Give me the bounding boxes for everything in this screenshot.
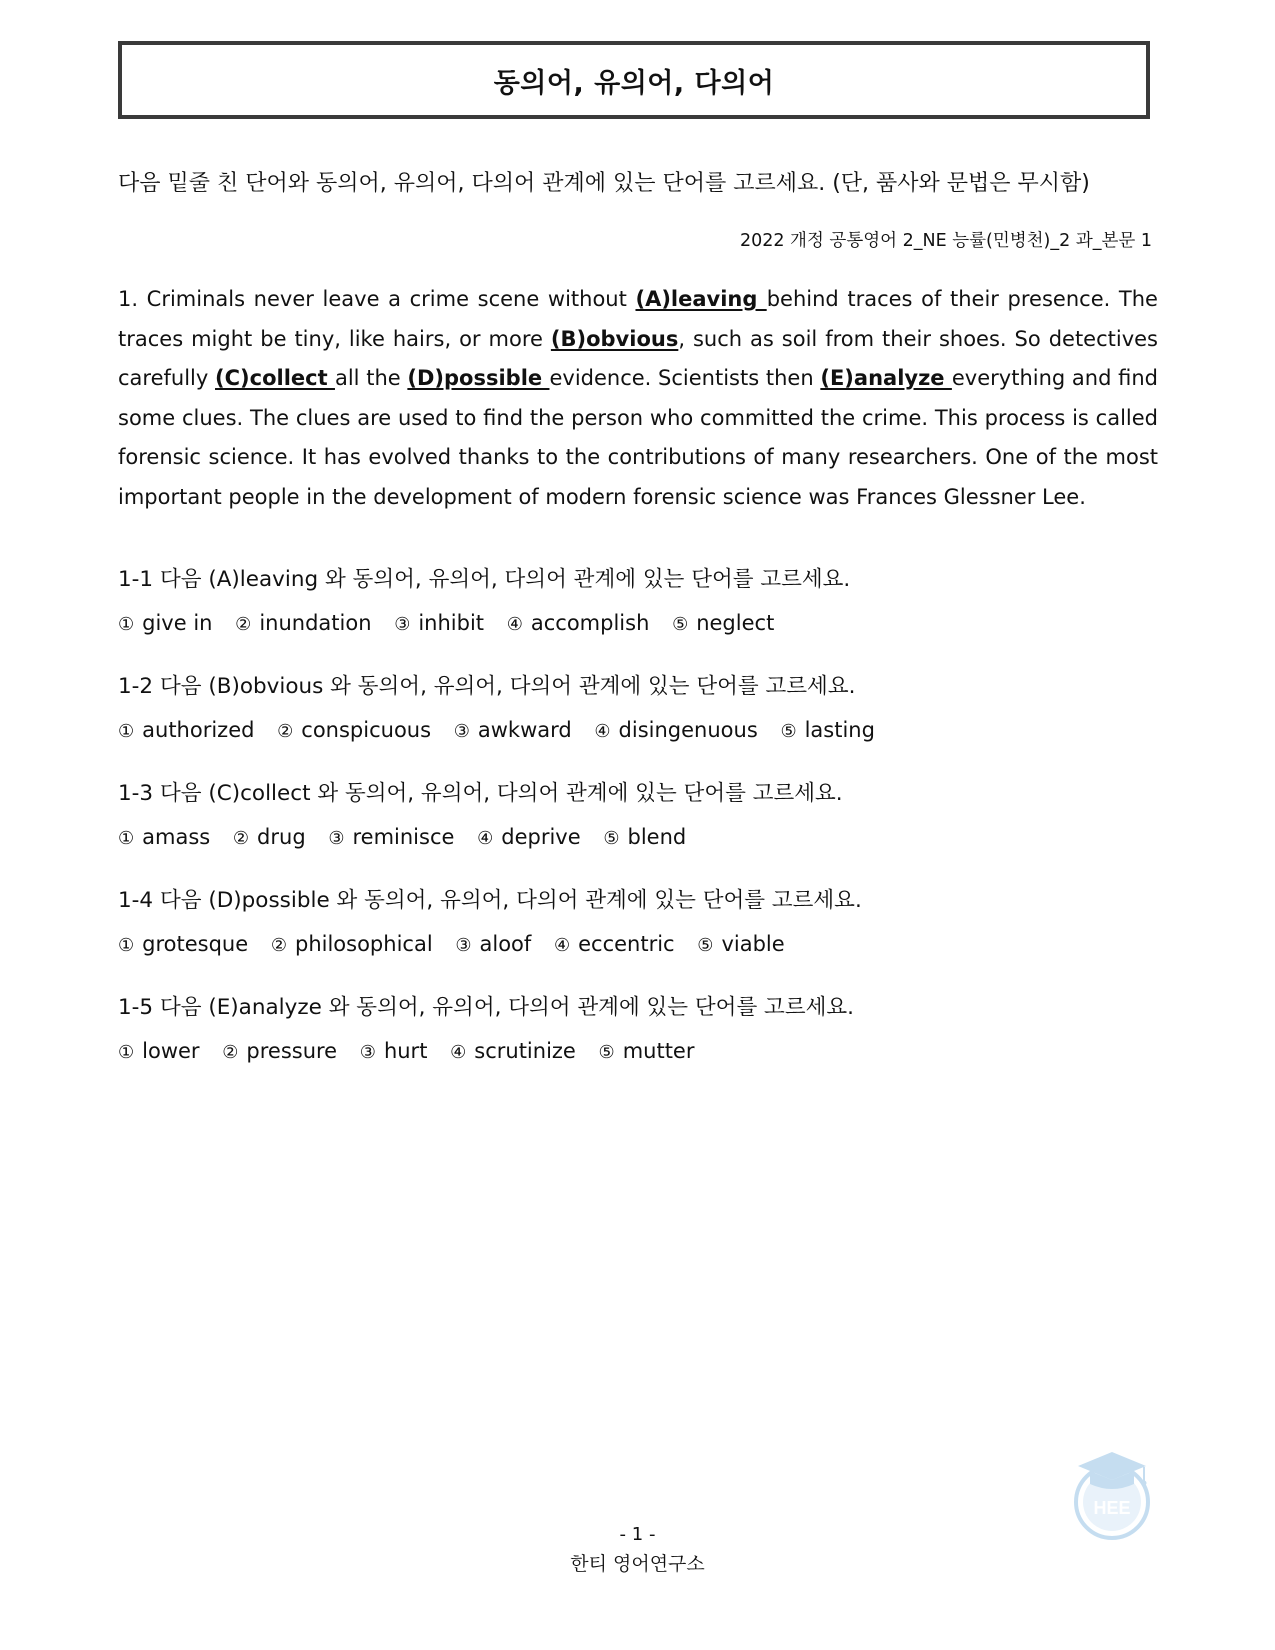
- option-text: amass: [142, 825, 211, 849]
- question-1-3: [118, 778, 1158, 855]
- option-text: blend: [627, 825, 687, 849]
- option-text: inhibit: [418, 611, 485, 635]
- option-text: eccentric: [578, 932, 675, 956]
- option-number: ⑤: [598, 1042, 615, 1063]
- option-number: ⑤: [780, 721, 797, 742]
- option-number: ③: [455, 935, 472, 956]
- option-text: philosophical: [294, 932, 433, 956]
- source-reference: 2022 개정 공통영어 2_NE 능률(민병천)_2 과_본문 1: [739, 231, 1152, 251]
- option-number: ②: [270, 935, 287, 956]
- logo: [1072, 1448, 1152, 1540]
- answer-option[interactable]: [599, 1035, 695, 1069]
- option-text: neglect: [696, 611, 775, 635]
- answer-option[interactable]: [394, 607, 484, 641]
- answer-options: [118, 928, 1158, 962]
- answer-option[interactable]: [235, 607, 371, 641]
- option-number: ⑤: [672, 614, 689, 635]
- option-number: ②: [235, 614, 252, 635]
- option-number: ④: [553, 935, 571, 956]
- answer-option[interactable]: [328, 821, 454, 855]
- page-number: - 1 -: [619, 1524, 656, 1545]
- option-text: deprive: [501, 825, 581, 849]
- answer-option[interactable]: [118, 607, 212, 641]
- option-number: ③: [328, 828, 345, 849]
- option-number: ③: [453, 721, 470, 742]
- answer-option[interactable]: [118, 928, 248, 962]
- option-text: lower: [142, 1039, 200, 1063]
- option-number: ②: [277, 721, 294, 742]
- option-number: ②: [232, 828, 250, 849]
- keyword-d: (D)possible: [407, 366, 550, 390]
- option-number: ④: [477, 828, 494, 849]
- answer-option[interactable]: [455, 928, 531, 962]
- answer-options: [118, 821, 1158, 855]
- option-number: ⑤: [697, 935, 714, 956]
- question-1-1: [118, 564, 1158, 641]
- keyword-a: (A)leaving: [635, 287, 767, 311]
- answer-option[interactable]: [222, 1035, 337, 1069]
- option-text: lasting: [804, 718, 875, 742]
- option-text: disingenuous: [618, 718, 758, 742]
- option-text: reminisce: [352, 825, 455, 849]
- option-text: conspicuous: [301, 718, 432, 742]
- option-text: grotesque: [142, 932, 249, 956]
- option-text: authorized: [142, 718, 255, 742]
- option-text: scrutinize: [474, 1039, 576, 1063]
- option-text: aloof: [479, 932, 532, 956]
- option-number: ④: [506, 614, 523, 635]
- logo-text: HEE: [1093, 1498, 1131, 1518]
- option-text: inundation: [259, 611, 372, 635]
- option-text: viable: [721, 932, 785, 956]
- answer-option[interactable]: [271, 928, 433, 962]
- answer-option[interactable]: [118, 1035, 200, 1069]
- question-stem: 1-2 다음 (B)obvious 와 동의어, 유의어, 다의어 관계에 있는 단어를 고르세요.: [118, 674, 856, 699]
- answer-options: [118, 607, 1158, 641]
- answer-option[interactable]: [477, 821, 581, 855]
- option-number: ④: [594, 721, 611, 742]
- answer-option[interactable]: [780, 714, 875, 748]
- answer-option[interactable]: [672, 607, 774, 641]
- passage-text: , such as soil from their shoes. So detectives carefully: [118, 326, 1158, 390]
- option-number: ②: [222, 1042, 239, 1063]
- answer-options: [118, 1035, 1158, 1069]
- option-text: awkward: [477, 718, 572, 742]
- answer-option[interactable]: [554, 928, 675, 962]
- option-text: give in: [142, 611, 213, 635]
- answer-option[interactable]: [233, 821, 306, 855]
- instruction-text: 다음 밑줄 친 단어와 동의어, 유의어, 다의어 관계에 있는 단어를 고르세요. (단, 품사와 문법은 무시함): [118, 171, 1090, 196]
- option-number: ①: [118, 935, 135, 956]
- answer-option[interactable]: [507, 607, 650, 641]
- answer-option[interactable]: [450, 1035, 576, 1069]
- keyword-e: (E)analyze: [820, 366, 952, 390]
- graduation-cap-icon: [1072, 1448, 1152, 1540]
- passage-text: evidence. Scientists then: [549, 366, 821, 390]
- option-number: ④: [450, 1042, 467, 1063]
- reading-passage: [118, 280, 1158, 517]
- passage-text: 1. Criminals never leave a crime scene without: [118, 287, 636, 311]
- option-text: drug: [257, 825, 306, 849]
- answer-option[interactable]: [277, 714, 431, 748]
- option-number: ③: [394, 614, 411, 635]
- organization-name: 한티 영어연구소: [570, 1553, 705, 1575]
- question-stem: 1-5 다음 (E)analyze 와 동의어, 유의어, 다의어 관계에 있는 단어를 고르세요.: [118, 995, 854, 1020]
- page-title: 동의어, 유의어, 다의어: [493, 67, 775, 99]
- question-1-4: [118, 885, 1158, 962]
- option-number: ①: [118, 1042, 135, 1063]
- keyword-c: (C)collect: [215, 366, 335, 390]
- option-number: ①: [118, 828, 135, 849]
- passage-text: behind traces of their presence. The traces might be tiny, like hairs, or more: [118, 287, 1158, 351]
- passage-text: all the: [334, 366, 408, 390]
- option-number: ⑤: [603, 828, 620, 849]
- answer-option[interactable]: [118, 821, 210, 855]
- answer-option[interactable]: [360, 1035, 428, 1069]
- answer-options: [118, 714, 1158, 748]
- question-stem: 1-3 다음 (C)collect 와 동의어, 유의어, 다의어 관계에 있는 단어를 고르세요.: [118, 781, 843, 806]
- answer-option[interactable]: [603, 821, 686, 855]
- answer-option[interactable]: [118, 714, 254, 748]
- question-stem: 1-1 다음 (A)leaving 와 동의어, 유의어, 다의어 관계에 있는 단어를 고르세요.: [118, 567, 851, 592]
- option-text: hurt: [383, 1039, 428, 1063]
- passage-text: everything and find some clues. The clues are used to find the person who committed the crime. This process is called forensic science. It has evolved thanks to the contributions of many researchers. One of the most important people in the development of modern forensic science was Frances Glessner Lee.: [118, 366, 1159, 509]
- question-stem: 1-4 다음 (D)possible 와 동의어, 유의어, 다의어 관계에 있는 단어를 고르세요.: [118, 888, 862, 913]
- question-1-2: [118, 671, 1158, 748]
- answer-option[interactable]: [697, 928, 784, 962]
- option-number: ①: [118, 614, 135, 635]
- answer-option[interactable]: [594, 714, 757, 748]
- option-number: ①: [118, 721, 135, 742]
- title-box: [118, 41, 1150, 119]
- keyword-b: (B)obvious: [550, 326, 679, 351]
- option-text: accomplish: [530, 611, 650, 635]
- question-1-5: [118, 992, 1158, 1069]
- option-text: pressure: [246, 1039, 338, 1063]
- option-text: mutter: [622, 1039, 695, 1063]
- option-number: ③: [359, 1042, 376, 1063]
- answer-option[interactable]: [454, 714, 572, 748]
